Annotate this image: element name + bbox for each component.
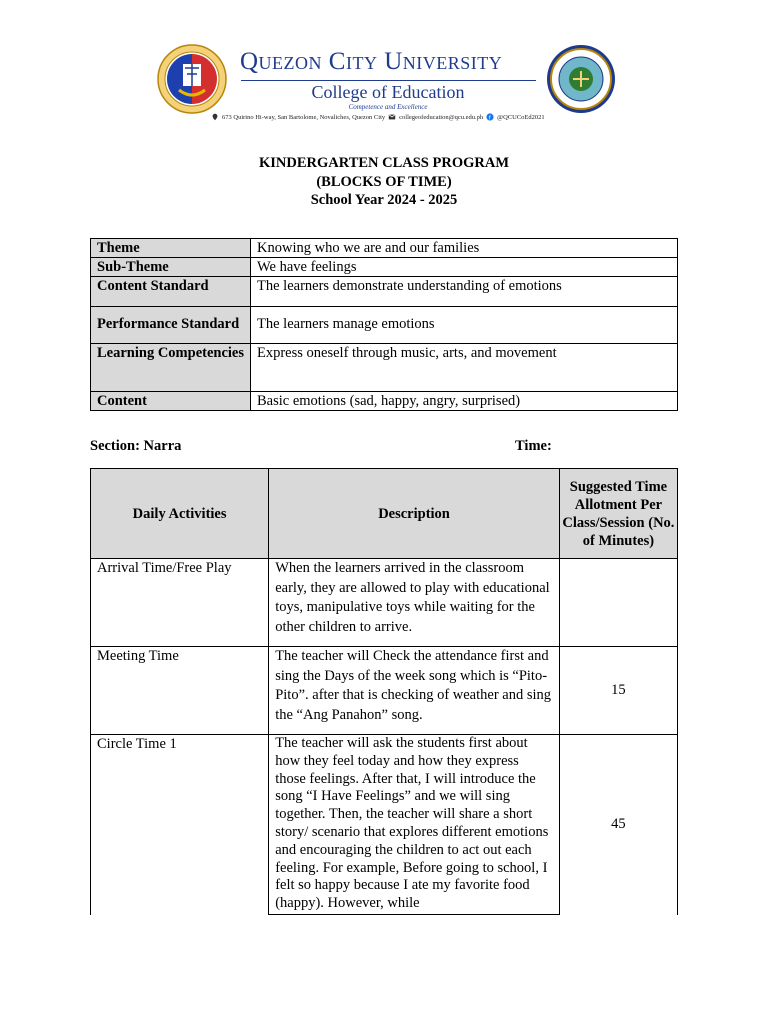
activity-name: Meeting Time <box>91 647 269 735</box>
info-row-content-standard <box>91 277 678 307</box>
info-label: Content Standard <box>91 277 251 307</box>
address-text: 673 Quirino Hi-way, San Bartolome, Novaliches, Quezon City <box>222 113 386 121</box>
facebook-text: @QCUCoEd2021 <box>497 113 545 121</box>
university-seal-icon <box>157 44 227 114</box>
info-label: Sub-Theme <box>91 258 251 277</box>
contact-line <box>211 113 571 121</box>
section-label: Section: Narra <box>90 438 182 454</box>
table-row <box>91 735 678 915</box>
info-label: Theme <box>91 239 251 258</box>
title-line-3: School Year 2024 - 2025 <box>310 192 458 208</box>
activity-description: The teacher will ask the students first about how they feel today and how they express those feelings. After that, I will introduce the song “I Have Feelings” and we will sing together. Then, the teacher will share a short story/ scenario that explores different emotions and encouraging the children to act out each feeling. For example, Before going to school, I felt so happy because I ate my favorite food (happy). However, while <box>269 735 560 915</box>
column-header-minutes: Suggested Time Allotment Per Class/Session (No. of Minutes) <box>559 469 677 559</box>
location-pin-icon <box>211 113 219 121</box>
letterhead <box>0 0 768 135</box>
table-row <box>91 559 678 647</box>
table-header-row <box>91 469 678 559</box>
section-line <box>90 438 678 458</box>
daily-activities-table <box>90 468 678 915</box>
email-icon <box>388 113 396 121</box>
column-header-activities: Daily Activities <box>91 469 269 559</box>
college-name: College of Education <box>311 82 465 102</box>
activity-name: Circle Time 1 <box>91 735 269 915</box>
table-row <box>91 647 678 735</box>
activity-description: The teacher will Check the attendance first and sing the Days of the week song which is “Pito-Pito”. after that is checking of weather and sing the “Ang Panahon” song. <box>269 647 560 735</box>
info-value: The learners manage emotions <box>251 307 678 344</box>
curriculum-info-table <box>90 238 678 411</box>
activity-minutes <box>559 559 677 647</box>
info-label: Content <box>91 392 251 411</box>
time-label: Time: <box>515 438 552 454</box>
info-label: Performance Standard <box>91 307 251 344</box>
facebook-icon <box>486 113 494 121</box>
info-row-content <box>91 392 678 411</box>
activity-minutes: 15 <box>559 647 677 735</box>
info-value: Basic emotions (sad, happy, angry, surprised) <box>251 392 678 411</box>
activity-minutes: 45 <box>559 735 677 915</box>
column-header-description: Description <box>269 469 560 559</box>
activity-description: When the learners arrived in the classroom early, they are allowed to play with educational toys, manipulative toys while waiting for the other children to arrive. <box>269 559 560 647</box>
svg-text:f: f <box>488 115 491 121</box>
info-value: We have feelings <box>251 258 678 277</box>
info-value: The learners demonstrate understanding of emotions <box>251 277 678 307</box>
info-label: Learning Competencies <box>91 344 251 392</box>
motto: Competence and Excellence <box>348 103 428 111</box>
info-row-learning-competencies <box>91 344 678 392</box>
document-title <box>0 154 768 210</box>
activity-name: Arrival Time/Free Play <box>91 559 269 647</box>
title-line-1: KINDERGARTEN CLASS PROGRAM <box>258 155 510 171</box>
info-row-subtheme <box>91 258 678 277</box>
info-row-performance-standard <box>91 307 678 344</box>
college-seal-icon <box>546 44 616 114</box>
header-rule <box>241 80 536 81</box>
email-text: collegeofeducation@qcu.edu.ph <box>399 113 484 121</box>
title-line-2: (BLOCKS OF TIME) <box>316 173 452 190</box>
info-value: Knowing who we are and our families <box>251 239 678 258</box>
info-row-theme <box>91 239 678 258</box>
university-name: Quezon City University <box>240 48 503 75</box>
info-value: Express oneself through music, arts, and movement <box>251 344 678 392</box>
